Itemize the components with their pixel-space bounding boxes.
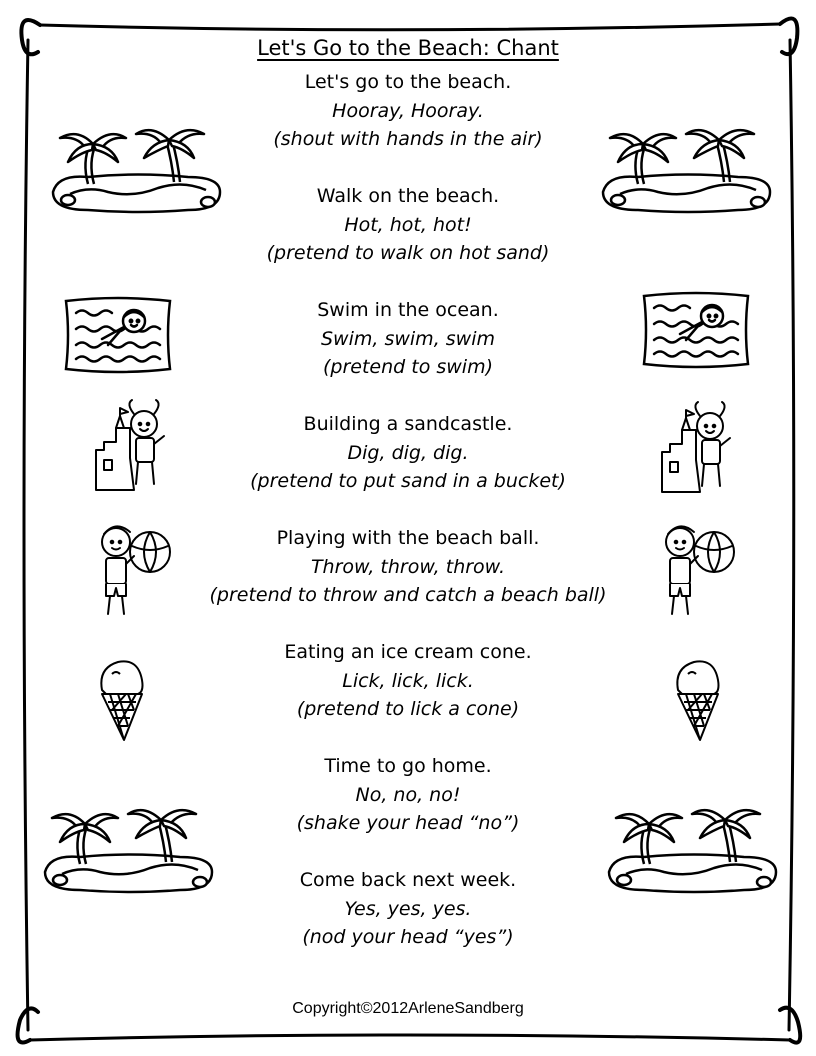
verse-response: Dig, dig, dig.	[347, 441, 469, 464]
verse-action: (shout with hands in the air)	[273, 128, 543, 150]
verse-action: (pretend to walk on hot sand)	[266, 242, 550, 264]
verse-response: Throw, throw, throw.	[310, 555, 506, 578]
verse	[150, 752, 666, 838]
ice-cream-cone-icon	[672, 654, 724, 744]
verse	[150, 524, 666, 610]
verse-response: Lick, lick, lick.	[342, 669, 474, 692]
verse-action: (pretend to swim)	[322, 356, 493, 378]
copyright-notice: Copyright©2012ArleneSandberg	[292, 1000, 524, 1017]
verse	[150, 410, 666, 496]
beach-ball-boy-icon	[656, 520, 738, 620]
verse-line: Time to go home.	[324, 755, 492, 777]
palm-island-icon	[40, 802, 220, 897]
verse	[150, 296, 666, 382]
verse-action: (nod your head “yes”)	[302, 926, 514, 948]
verse-line: Eating an ice cream cone.	[284, 641, 532, 663]
verse-response: No, no, no!	[355, 783, 461, 806]
swimmer-icon	[62, 295, 174, 375]
verse-line: Walk on the beach.	[316, 185, 500, 207]
verse-action: (pretend to put sand in a bucket)	[250, 470, 566, 492]
verse	[150, 638, 666, 724]
sandcastle-girl-icon	[656, 400, 736, 498]
swimmer-icon	[640, 290, 752, 370]
beach-ball-boy-icon	[92, 520, 174, 620]
verse-action: (pretend to throw and catch a beach ball)	[209, 584, 607, 606]
verse-line: Let's go to the beach.	[304, 71, 512, 93]
verse-response: Hooray, Hooray.	[332, 99, 484, 122]
verse-line: Swim in the ocean.	[317, 299, 499, 321]
palm-island-icon	[48, 122, 228, 217]
sandcastle-girl-icon	[90, 398, 170, 496]
verse-response: Hot, hot, hot!	[344, 213, 472, 236]
verse-response: Swim, swim, swim	[321, 327, 495, 350]
palm-island-icon	[604, 802, 784, 897]
verse-line: Building a sandcastle.	[303, 413, 513, 435]
verse	[150, 866, 666, 952]
page-title: Let's Go to the Beach: Chant	[257, 36, 559, 60]
verse-line: Come back next week.	[299, 869, 517, 891]
verse-response: Yes, yes, yes.	[344, 897, 472, 920]
verse-line: Playing with the beach ball.	[276, 527, 540, 549]
ice-cream-cone-icon	[96, 654, 148, 744]
palm-island-icon	[598, 122, 778, 217]
verse-action: (shake your head “no”)	[296, 812, 520, 834]
verse-action: (pretend to lick a cone)	[296, 698, 520, 720]
